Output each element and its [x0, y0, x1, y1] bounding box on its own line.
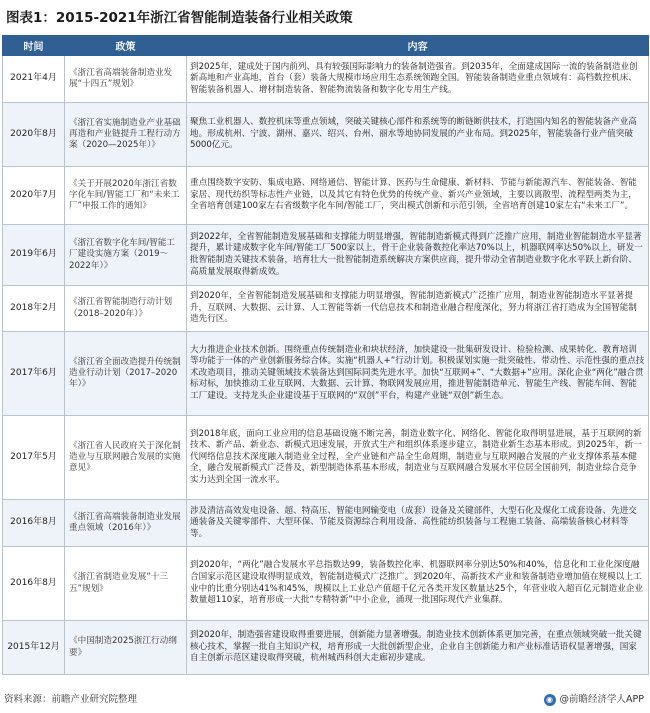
policy-table	[2, 35, 648, 675]
row-policy: 《浙江省高端装备制造业发展“十四五”规划》	[65, 56, 187, 103]
brand-tag	[544, 690, 644, 710]
row-policy: 《浙江省制造业发展“十三五”规划》	[65, 547, 187, 621]
row-policy: 《中国制造2025浙江行动纲要》	[65, 621, 187, 675]
row-content: 涉及清洁高效发电设备、超、特高压、智能电网输变电（成套）设备及关键部件，大型石化及煤化工成套设备、先进交通装备及关键零部件、大型环保、节能及资源综合利用设备、高性能纺织装备与工程施工装备、高端装备核心材料等等。	[187, 500, 649, 547]
page-title: 图表1：2015-2021年浙江省智能制造装备行业相关政策	[6, 10, 353, 26]
footer	[4, 690, 646, 710]
table-row	[3, 547, 649, 621]
table-header-row	[3, 36, 649, 56]
row-content: 到2020年，全省智能制造发展基础和支撑能力明显增强，智能制造新模式广泛推广应用，制造业智能制造水平显著提升，互联网、大数据、云计算、人工智能等新一代信息技术和制造业融合程度深化，努力将浙江省打造成为全国智能制造先行区。	[187, 286, 649, 332]
row-policy: 《浙江省实施制造业产业基础再造和产业链提升工程行动方案（2020—2025年）》	[65, 103, 187, 167]
table-row	[3, 103, 649, 167]
table-row	[3, 332, 649, 416]
row-time: 2015年12月	[3, 621, 65, 675]
table-row	[3, 225, 649, 286]
table-row	[3, 286, 649, 332]
header-time: 时间	[3, 36, 65, 56]
row-time: 2021年4月	[3, 56, 65, 103]
row-policy: 《浙江省人民政府关于深化制造业与互联网融合发展的实施意见》	[65, 416, 187, 500]
header-policy: 政策	[65, 36, 187, 56]
row-content: 到2022年，全省智能制造发展基础和支撑能力明显增强，智能制造新模式得到广泛推广应用，制造业智能制造水平显著提升，累计建成数字化车间/智能工厂500家以上，骨干企业装备数控化率达70%以上，机器联网率达50%以上，研发一批智能制造关键技术装备，培育壮大一批智能制造系统解决方案供应商，提升带动全省制造业数字化水平跃上新台阶、高质量发展取得新成效。	[187, 225, 649, 286]
row-content: 到2020年，“两化”融合发展水平总指数达99，装备数控化率、机器联网率分别达50%和40%，信息化和工业化深度融合国家示范区建设取得明显成效，智能制造模式广泛推广。到2020年，高新技术产业和装备制造业增加值在规模以上工业中的比重分别达41%和45%，规模以上工业总产值超千亿元各类开发区数量达25个，年营业收入超百亿元制造业企业数量超110家，培育形成一大批“专精特新”中小企业，涌现一批国际现代产业集群。	[187, 547, 649, 621]
row-time: 2020年8月	[3, 103, 65, 167]
brand-text: @前瞻经济学人APP	[559, 694, 644, 705]
row-policy: 《浙江省高端装备制造业发展重点领域（2016年）》	[65, 500, 187, 547]
table-row	[3, 621, 649, 675]
source-note: 资料来源：前瞻产业研究院整理	[4, 694, 138, 705]
row-time: 2019年6月	[3, 225, 65, 286]
row-content: 聚焦工业机器人、数控机床等重点领域，突破关键核心部件和系统等的断链断供技术，打造国内知名的智能装备产业高地。形成杭州、宁波、湖州、嘉兴、绍兴、台州、丽水等地协同发展的产业布局。到2025年，智能装备行业产值突破5000亿元。	[187, 103, 649, 167]
header-content: 内容	[187, 36, 649, 56]
row-policy: 《浙江省数字化车间/智能工厂建设实施方案（2019～2022年）》	[65, 225, 187, 286]
row-time: 2016年8月	[3, 500, 65, 547]
row-policy: 《浙江省智能制造行动计划（2018–2020年）》	[65, 286, 187, 332]
row-content: 到2018年底，面向工业应用的信息基础设施不断完善，制造业数字化、网络化、智能化取得明显进展，基于互联网的新技术、新产品、新业态、新模式迅速发展，开放式生产和组织体系逐步建立，制造业新生态基本形成。到2025年，新一代网络信息技术深度融入制造业全过程，全产业链和产品全生命周期，制造业与互联网融合发展的产业支撑体系基本健全，融合发展新模式广泛普及，新型制造体系基本形成，制造业与互联网融合发展水平位居全国前列，制造业综合竞争实力达到全国一流水平。	[187, 416, 649, 500]
row-content: 到2025年，建成处于国内前列、具有较强国际影响力的装备制造强省。到2035年，全面建成国际一流的装备制造业创新高地和产业高地，首台（套）装备大规模市场应用生态系统领跑全国。智能装备制造业重点领域有：高档数控机床、智能装备机器人、增材制造装备、智能物流装备和数字化专用生产线。	[187, 56, 649, 103]
row-content: 大力推进企业技术创新。围绕重点传统制造业和块状经济，加快建设一批集研发设计、检验检测、成果转化、教育培训等功能于一体的产业创新服务综合体。实施“机器人+”行动计划。积极谋划实施一批突破性、带动性、示范性强的重点技术改造项目，推动关键领域技术装备达到国际同类先进水平。加快“互联网+”、“大数据+”应用。深化企业“两化”融合贯标对标，加快推动工业互联网、大数据、云计算、物联网发展应用，推进智能制造单元、智能生产线、智能车间、智能工厂建设。支持龙头企业建设基于互联网的“双创”平台，构建产业链“双创”新生态。	[187, 332, 649, 416]
row-time: 2020年7月	[3, 167, 65, 225]
row-content: 到2020年，制造强省建设取得重要进展，创新能力显著增强。制造业技术创新体系更加完善，在重点领域突破一批关键核心技术，掌握一批自主知识产权，培育形成一大批创新型企业，企业自主创新能力和产业标准话语权显著增强，国家自主创新示范区建设取得突破，杭州城西科创大走廊初步建成。	[187, 621, 649, 675]
table-row	[3, 416, 649, 500]
table-row	[3, 500, 649, 547]
row-time: 2016年8月	[3, 547, 65, 621]
row-policy: 《浙江省全面改造提升传统制造业行动计划（2017–2020年）》	[65, 332, 187, 416]
row-time: 2017年6月	[3, 332, 65, 416]
row-content: 重点围绕数字安防、集成电路、网络通信、智能计算、医药与生命健康、新材料、节能与新能源汽车、智能装备、智能家居、现代纺织等标志性产业链，以及其它有特色优势的传统产业、新兴产业领域，主要以离散型、流程型两类为主，全省培育创建100家左右省级数字化车间/智能工厂，突出模式创新和示范引领，全省培育创建10家左右“未来工厂”。	[187, 167, 649, 225]
row-time: 2017年5月	[3, 416, 65, 500]
row-policy: 《关于开展2020年浙江省数字化车间/智能工厂和“未来工厂”申报工作的通知》	[65, 167, 187, 225]
brand-logo-icon: ◉	[544, 694, 556, 706]
table-row	[3, 56, 649, 103]
table-row	[3, 167, 649, 225]
row-time: 2018年2月	[3, 286, 65, 332]
